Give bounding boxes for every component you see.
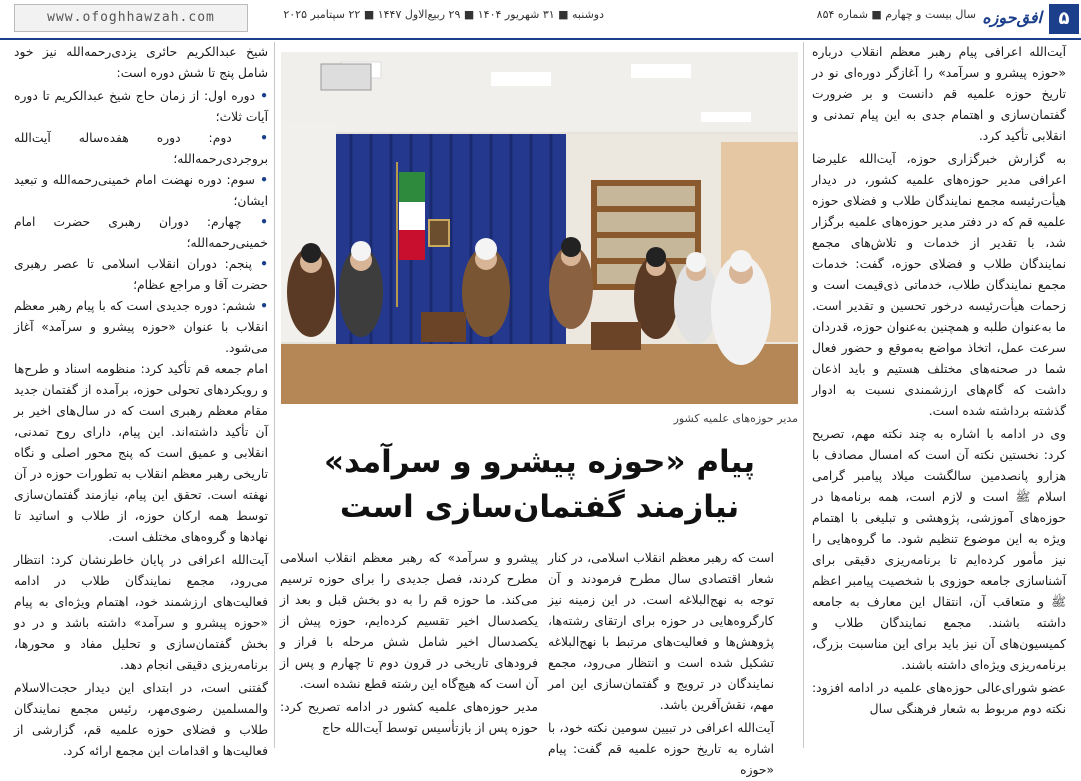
list-item: • ششم: دوره جدیدی است که با پیام رهبر معظم انقلاب با عنوان «حوزه پیشرو و سرآمد» آغاز می‌شود. bbox=[14, 299, 268, 355]
article-column-middle-left bbox=[280, 548, 538, 748]
page-number: ۵ bbox=[1049, 4, 1079, 34]
newspaper-logo: افق‌حوزه bbox=[982, 8, 1042, 27]
paragraph: به گزارش خبرگزاری حوزه، آیت‌الله علیرضا اعرافی مدیر حوزه‌های علمیه کشور، در دیدار هیأت‌رئیسه مجمع نمایندگان طلاب و فضلای حوزه علمیه قم که در دفتر مدیر حوزه‌های علمیه برگزار شد، با تقدیر از خدمات و تلاش‌های مجمع نمایندگان طلاب و فضلای حوزه، گفت: خدمات مجمع نمایندگان طلاب، خدماتی ذی‌قیمت است و زحمات هیأت‌رئیسه درخور تحسین و تقدیر است. ما به‌عنوان طلبه و همچنین به‌عنوان حوزه، قدردان سرعت عمل، اتخاذ مواضع به‌موقع و حضور فعال شما در صحنه‌های مختلف هستیم و باید اذعان داشت که گام‌های ارزشمندی نسبت به ادوار گذشته برداشته شده است. bbox=[812, 152, 1066, 418]
column-divider bbox=[803, 42, 804, 748]
article-column-left bbox=[14, 42, 268, 758]
masthead-bar bbox=[0, 0, 1081, 40]
paragraph: گفتنی است، در ابتدای این دیدار حجت‌الاسلام والمسلمین رضوی‌مهر، رئیس مجمع نمایندگان طلاب و فضلای حوزه علمیه قم، گزارشی از فعالیت‌ها و اقدامات این مجمع ارائه کرد. bbox=[14, 681, 268, 758]
paragraph: وی در ادامه با اشاره به چند نکته مهم، تصریح کرد: نخستین نکته آن است که امسال مصادف با هزارو پانصدمین سالگشت میلاد پیامبر گرامی اسلام ﷺ است و لازم است، همه برنامه‌ها در حوزه‌های آموزشی، پژوهشی و تبلیغی با اهتمام ویژه به این موضوع تنظیم شود. ما گروه‌هایی را نیز مأمور کرده‌ایم تا برنامه‌ریزی دقیقی برای آشناسازی جامعه حوزوی با شخصیت پیامبر اعظم ﷺ و متعاقب آن، انتقال این معارف به جامعه داشته باشند. مجمع نمایندگان طلاب و کمیسیون‌های آن نیز باید برای این مناسبت بزرگ، برنامه‌ریزی ویژه‌ای داشته باشند. bbox=[812, 427, 1066, 672]
publication-date: دوشنبه ■ ۳۱ شهریور ۱۴۰۴ ■ ۲۹ ربیع‌الاول ۱۴۴۷ ■ ۲۲ سپتامبر ۲۰۲۵ bbox=[283, 8, 604, 21]
issue-info: سال بیست و چهارم ■ شماره ۸۵۴ bbox=[816, 8, 976, 21]
paragraph: امام جمعه قم تأکید کرد: منظومه اسناد و طرح‌ها و رویکردهای تحولی حوزه، برآمده از گفتمان جدید مقام معظم رهبری است که در سال‌های اخیر بر آن تأکید داشته‌اند. این پیام، دارای روح تمدنی، انقلابی و عمیق است که پنج محور اصلی و نگاه تاریخی رهبر معظم انقلاب به تطورات حوزه در آن نهفته است. تحقق این پیام، نیازمند گفتمان‌سازی توسط همه ارکان حوزه، از طلاب و اساتید تا نهادها و گروه‌های مختلف است. bbox=[14, 362, 268, 544]
list-item: • دوم: دوره هفده‌ساله آیت‌الله بروجردی‌رحمه‌الله؛ bbox=[14, 131, 268, 166]
website-url[interactable]: www.ofoghhawzah.com bbox=[14, 4, 248, 32]
paragraph: عضو شورای‌عالی حوزه‌های علمیه در ادامه افزود: نکته دوم مربوط به شعار فرهنگی سال bbox=[812, 681, 1066, 716]
list-item: • پنجم: دوران انقلاب اسلامی تا عصر رهبری حضرت آقا و مراجع عظام؛ bbox=[14, 257, 268, 292]
photo-caption: مدیر حوزه‌های علمیه کشور bbox=[673, 412, 798, 425]
paragraph: شیخ عبدالکریم حائری یزدی‌رحمه‌الله نیز خود شامل پنج تا شش دوره است: bbox=[14, 45, 268, 80]
list-item: • سوم: دوره نهضت امام خمینی‌رحمه‌الله و تبعید ایشان؛ bbox=[14, 173, 268, 208]
paragraph: آیت‌الله اعرافی در تبیین سومین نکته خود، با اشاره به تاریخ حوزه علمیه قم گفت: پیام «حوزه bbox=[548, 721, 774, 777]
column-divider bbox=[274, 42, 275, 748]
paragraph: پیشرو و سرآمد» که رهبر معظم انقلاب اسلامی مطرح کردند، فصل جدیدی را برای حوزه ترسیم می‌کند. ما حوزه قم را به دو بخش قبل و بعد از یکصدسال اخیر تقسیم کرده‌ایم، حوزه پیش از یکصدسال اخیر شامل شش مرحله با فراز و فرودهای تاریخی در قرون دوم تا چهارم و پس از آن است که هیچ‌گاه این رشته قطع نشده است. bbox=[280, 551, 538, 691]
list-item: • دوره اول: از زمان حاج شیخ عبدالکریم تا دوره آیات ثلاث؛ bbox=[14, 89, 268, 124]
article-headline bbox=[281, 440, 798, 530]
headline-line-1: پیام «حوزه پیشرو و سرآمد» bbox=[324, 444, 755, 480]
paragraph: آیت‌الله اعرافی در پایان خاطرنشان کرد: انتظار می‌رود، مجمع نمایندگان طلاب در ادامه فعالیت‌های ارزشمند خود، اهتمام ویژه‌ای به پیام «حوزه پیشرو و سرآمد» داشته باشد و در دو بخش گفتمان‌سازی و تحلیل مفاد و محورها، برنامه‌ریزی دقیقی انجام دهد. bbox=[14, 553, 268, 672]
headline-line-2: نیازمند گفتمان‌سازی است bbox=[339, 489, 740, 525]
article-column-right bbox=[812, 42, 1066, 748]
list-item: • چهارم: دوران رهبری حضرت امام خمینی‌رحمه‌الله؛ bbox=[14, 215, 268, 250]
article-column-middle-right bbox=[548, 548, 774, 777]
paragraph: مدیر حوزه‌های علمیه کشور در ادامه تصریح کرد: حوزه پس از بازتأسیس توسط آیت‌الله حاج bbox=[280, 700, 538, 735]
meeting-photo bbox=[281, 52, 798, 404]
paragraph: است که رهبر معظم انقلاب اسلامی، در کنار شعار اقتصادی سال مطرح فرمودند و آن توجه به نهج‌البلاغه است. در این زمینه نیز کارگروه‌هایی در حوزه برای ارتقای رشته‌ها، پژوهش‌ها و فعالیت‌های مرتبط با نهج‌البلاغه تشکیل شده است و انتظار می‌رود، مجمع نمایندگان در ترویج و گفتمان‌سازی این امر مهم، نقش‌آفرین باشد. bbox=[548, 551, 774, 712]
paragraph: آیت‌الله اعرافی پیام رهبر معظم انقلاب درباره «حوزه پیشرو و سرآمد» را آغازگر دوره‌ای نو در تاریخ حوزه علمیه قم دانست و بر ضرورت گفتمان‌سازی و اهتمام جدی به این پیام تمدنی و انقلابی تأکید کرد. bbox=[812, 45, 1066, 143]
